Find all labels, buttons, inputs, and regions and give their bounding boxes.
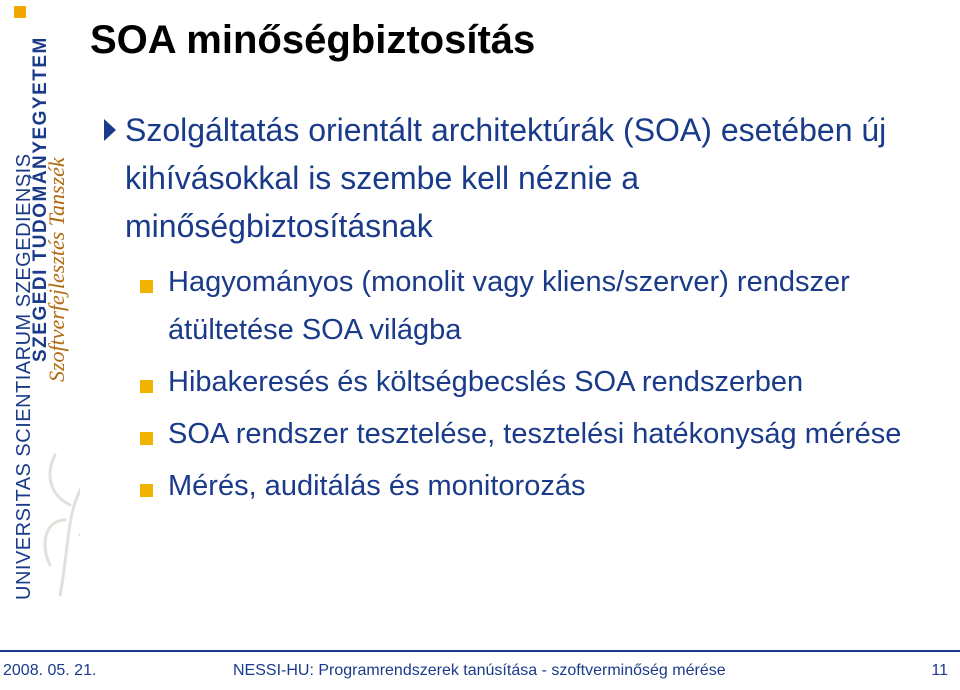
square-bullet-icon: [140, 280, 153, 293]
sub-bullet-item: [98, 462, 948, 510]
university-latin-name: UNIVERSITAS SCIENTIARUM SZEGEDIENSIS: [13, 153, 35, 600]
sub-bullet-item: [98, 410, 948, 458]
sub-bullet-text: Mérés, auditálás és monitorozás: [168, 470, 586, 502]
page-number: 11: [931, 662, 948, 679]
university-banner: [0, 0, 80, 650]
slide-content: [98, 106, 948, 510]
sub-bullet-text: Hagyományos (monolit vagy kliens/szerver) rendszer átültetése SOA világba: [168, 266, 850, 346]
griffin-watermark-icon: [40, 425, 80, 615]
main-bullet-point: [98, 106, 948, 250]
square-bullet-icon: [140, 380, 153, 393]
square-bullet-icon: [140, 432, 153, 445]
slide-footer: [0, 650, 960, 690]
sub-bullet-text: Hibakeresés és költségbecslés SOA rendszerben: [168, 366, 804, 398]
sub-bullet-item: [98, 358, 948, 406]
footer-title: NESSI-HU: Programrendszerek tanúsítása - szoftverminőség mérése: [233, 662, 726, 679]
arrow-bullet-icon: [104, 119, 116, 141]
square-bullet-icon: [140, 484, 153, 497]
sub-bullet-text: SOA rendszer tesztelése, tesztelési hatékonyság mérése: [168, 418, 902, 450]
slide-title: SOA minőségbiztosítás: [90, 18, 536, 62]
main-bullet-text: Szolgáltatás orientált architektúrák (SOA) esetében új kihívásokkal is szembe kell néznie a minőségbiztosításnak: [125, 112, 887, 244]
sub-bullet-list: [98, 258, 948, 510]
footer-date: 2008. 05. 21.: [3, 662, 97, 679]
university-hungarian-name: SZEGEDI TUDOMÁNYEGYETEM: [30, 36, 51, 362]
logo-square-icon: [14, 6, 26, 18]
sub-bullet-item: [98, 258, 948, 354]
department-name: Szoftverfejlesztés Tanszék: [44, 157, 69, 382]
